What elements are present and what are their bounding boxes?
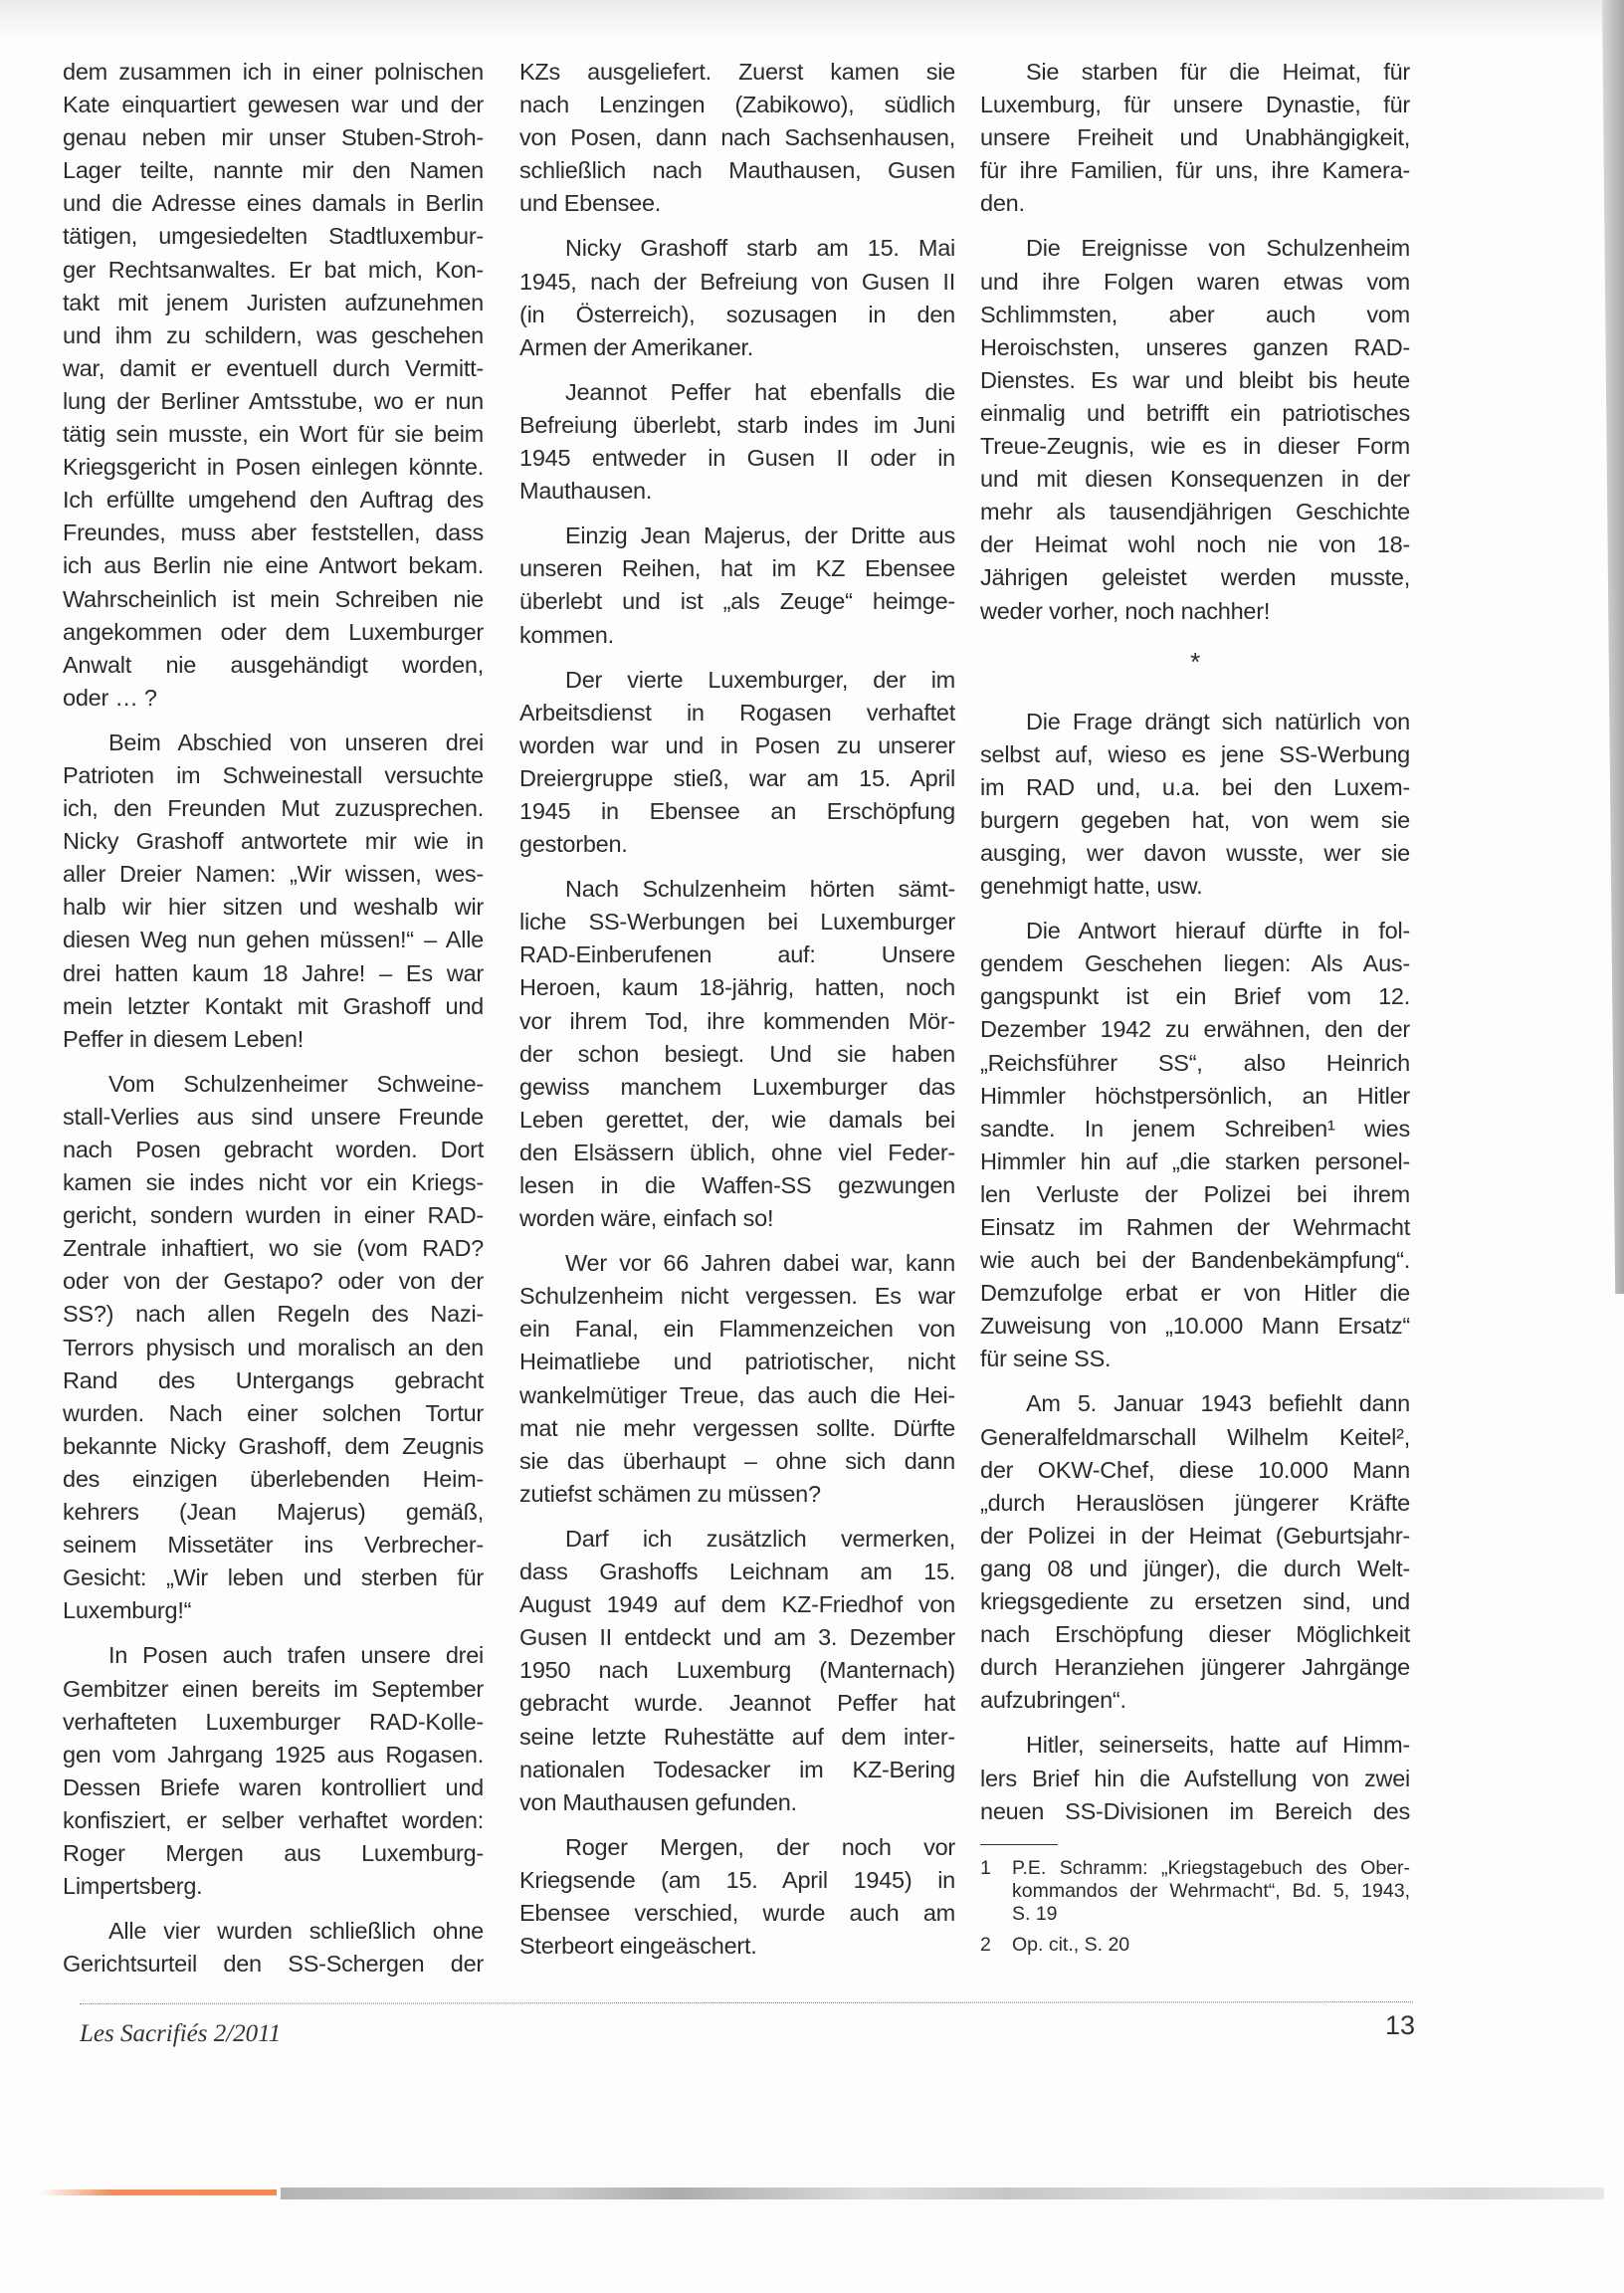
text-line: ger Rechtsanwaltes. Er bat mich, Kon- xyxy=(63,256,484,283)
text-line: ich, den Freunden Mut zuzusprechen. xyxy=(63,795,484,822)
footnote xyxy=(980,1857,1410,1926)
text-line: unsere Freiheit und Unabhängigkeit, xyxy=(980,124,1410,151)
text-line: Am 5. Januar 1943 befiehlt dann xyxy=(1026,1390,1410,1417)
text-line: wie auch bei der Bandenbekämpfung“. xyxy=(980,1247,1410,1274)
journal-title: Les Sacrifiés 2/2011 xyxy=(80,2020,282,2047)
text-column-3 xyxy=(980,56,1410,1840)
text-line: (in Österreich), sozusagen in den xyxy=(519,301,955,327)
text-line: Ebensee verschied, wurde auch am xyxy=(519,1899,955,1926)
page-number: 13 xyxy=(1384,2010,1415,2040)
text-line: konfisziert, er selber verhaftet worden: xyxy=(63,1806,484,1833)
text-line: Befreiung überlebt, starb indes im Juni xyxy=(519,411,955,438)
text-line: kriegsgediente zu ersetzen sind, und xyxy=(980,1588,1410,1615)
text-line: Ich erfüllte umgehend den Auftrag des xyxy=(63,487,484,514)
text-line: Mauthausen. xyxy=(519,478,653,505)
text-line: Beim Abschied von unseren drei xyxy=(108,729,484,755)
text-line: der schon besiegt. Und sie haben xyxy=(519,1040,955,1067)
text-line: den. xyxy=(980,190,1025,217)
text-line: der Polizei in der Heimat (Geburtsjahr- xyxy=(980,1522,1410,1549)
footnote-line: Op. cit., S. 20 xyxy=(1012,1934,1130,1956)
footnote-text xyxy=(1012,1934,1410,1957)
text-line: des einzigen überlebenden Heim- xyxy=(63,1465,484,1492)
text-line: kamen sie indes nicht vor ein Kriegs- xyxy=(63,1169,484,1196)
footnote-text xyxy=(1012,1857,1410,1926)
text-line: Lager teilte, nannte mir den Namen xyxy=(63,157,484,184)
text-line: halb wir hier sitzen und weshalb wir xyxy=(63,894,484,921)
text-line: Nach Schulzenheim hörten sämt- xyxy=(565,876,955,903)
paragraph xyxy=(519,1831,955,1963)
text-line: Schulzenheim nicht vergessen. Es war xyxy=(519,1283,955,1310)
text-line: lesen in die Waffen-SS gezwungen xyxy=(519,1172,955,1198)
text-line: gewiss manchem Luxemburger das xyxy=(519,1073,955,1100)
text-line: einmalig und betrifft ein patriotisches xyxy=(980,399,1410,426)
paragraph xyxy=(980,1729,1410,1827)
text-line: 1950 nach Luxemburg (Manternach) xyxy=(519,1657,955,1684)
text-line: sie das überhaupt – ohne sich dann xyxy=(519,1447,955,1474)
text-line: Dienstes. Es war und bleibt bis heute xyxy=(980,366,1410,393)
text-line: schließlich nach Mauthausen, Gusen xyxy=(519,157,955,184)
text-line: drei hatten kaum 18 Jahre! – Es war xyxy=(63,959,484,986)
paragraph xyxy=(519,664,955,862)
text-line: Demzufolge erbat er von Hitler die xyxy=(980,1280,1410,1307)
text-line: lung der Berliner Amtsstube, wo er nun xyxy=(63,387,484,414)
footnote-line: S. 19 xyxy=(1012,1903,1058,1925)
text-line: Gembitzer einen bereits im September xyxy=(63,1675,484,1702)
text-line: selbst auf, wieso es jene SS-Werbung xyxy=(980,740,1410,767)
text-line: kommen. xyxy=(519,621,614,648)
text-line: Heroen, kaum 18-jährig, hatten, noch xyxy=(519,974,955,1001)
text-line: KZs ausgeliefert. Zuerst kamen sie xyxy=(519,59,955,85)
scan-right-edge xyxy=(1602,0,1624,1294)
text-line: 1945 entweder in Gusen II oder in xyxy=(519,445,955,472)
text-line: Nicky Grashoff starb am 15. Mai xyxy=(565,235,955,262)
text-line: verhafteten Luxemburger RAD-Kolle- xyxy=(63,1708,484,1735)
text-line: Luxemburg, für unsere Dynastie, für xyxy=(980,92,1410,118)
text-line: Jeannot Peffer hat ebenfalls die xyxy=(565,378,955,405)
text-line: Peffer in diesem Leben! xyxy=(63,1025,304,1052)
text-line: dem zusammen ich in einer polnischen xyxy=(63,59,484,85)
text-line: Der vierte Luxemburger, der im xyxy=(565,666,955,693)
paragraph xyxy=(63,1068,484,1628)
text-line: und die Adresse eines damals in Berlin xyxy=(63,190,484,217)
paragraph xyxy=(980,1387,1410,1717)
text-line: angekommen oder dem Luxemburger xyxy=(63,618,484,645)
text-line: RAD-Einberufenen auf: Unsere xyxy=(519,941,955,968)
text-line: „Reichsführer SS“, also Heinrich xyxy=(980,1049,1410,1076)
section-separator-asterisk: * xyxy=(1190,646,1200,677)
text-line: SS?) nach allen Regeln des Nazi- xyxy=(63,1301,484,1328)
text-line: ein Fanal, ein Flammenzeichen von xyxy=(519,1316,955,1343)
text-line: kehrers (Jean Majerus) gemäß, xyxy=(63,1499,484,1526)
text-line: burgern gegeben hat, von wem sie xyxy=(980,806,1410,833)
text-line: Gusen II entdeckt und am 3. Dezember xyxy=(519,1624,955,1651)
text-line: und Ebensee. xyxy=(519,190,662,217)
paragraph xyxy=(980,232,1410,627)
paragraph xyxy=(519,1247,955,1511)
paragraph xyxy=(519,56,955,220)
text-line: seine letzte Ruhestätte auf dem inter- xyxy=(519,1723,955,1750)
text-line: mehr als tausendjährigen Geschichte xyxy=(980,499,1410,525)
text-line: neuen SS-Divisionen im Bereich des xyxy=(980,1797,1410,1824)
text-line: len Verluste der Polizei bei ihrem xyxy=(980,1180,1410,1207)
text-line: Die Antwort hierauf dürfte in fol- xyxy=(1026,918,1410,944)
text-line: liche SS-Werbungen bei Luxemburger xyxy=(519,909,955,936)
text-line: weder vorher, noch nachher! xyxy=(980,597,1271,624)
text-line: mat nie mehr vergessen sollte. Dürfte xyxy=(519,1414,955,1441)
text-line: gang 08 und jünger), die durch Welt- xyxy=(980,1555,1410,1581)
text-line: Einzig Jean Majerus, der Dritte aus xyxy=(565,522,955,549)
gray-accent-bar xyxy=(281,2188,1604,2199)
orange-accent-bar xyxy=(40,2189,277,2195)
text-line: Kriegsgericht in Posen einlegen könnte. xyxy=(63,454,484,481)
text-line: wurden. Nach einer solchen Tortur xyxy=(63,1399,484,1426)
text-line: Einsatz im Rahmen der Wehrmacht xyxy=(980,1214,1410,1240)
text-line: mein letzter Kontakt mit Grashoff und xyxy=(63,992,484,1019)
text-line: von Mauthausen gefunden. xyxy=(519,1788,797,1815)
text-line: Sie starben für die Heimat, für xyxy=(1026,59,1410,85)
text-line: Armen der Amerikaner. xyxy=(519,333,754,360)
text-line: oder … ? xyxy=(63,684,157,711)
text-line: gendem Geschehen liegen: Als Aus- xyxy=(980,950,1410,977)
text-line: Zuweisung von „10.000 Mann Ersatz“ xyxy=(980,1313,1410,1340)
text-line: überlebt und ist „als Zeuge“ heimge- xyxy=(519,588,955,615)
paragraph xyxy=(63,1639,484,1903)
text-line: Gesicht: „Wir leben und sterben für xyxy=(63,1564,484,1591)
footnote xyxy=(980,1934,1410,1957)
text-line: Nicky Grashoff antwortete mir wie in xyxy=(63,828,484,855)
text-line: zutiefst schämen zu müssen? xyxy=(519,1480,821,1507)
text-line: Schlimmsten, aber auch vom xyxy=(980,301,1410,327)
footnote-rule xyxy=(980,1844,1058,1845)
text-line: Hitler, seinerseits, hatte auf Himm- xyxy=(1026,1732,1410,1759)
text-line: Himmler höchstpersönlich, an Hitler xyxy=(980,1082,1410,1109)
text-line: nach Lenzingen (Zabikowo), südlich xyxy=(519,92,955,118)
text-line: nach Erschöpfung dieser Möglichkeit xyxy=(980,1621,1410,1648)
text-line: Dreiergruppe stieß, war am 15. April xyxy=(519,764,955,791)
footnote-number: 2 xyxy=(980,1934,991,1956)
text-line: Sterbeort eingeäschert. xyxy=(519,1933,757,1960)
footer-dotted-rule xyxy=(80,2001,1413,2004)
text-line: takt mit jenem Juristen aufzunehmen xyxy=(63,289,484,315)
paragraph xyxy=(63,56,484,715)
text-line: Dessen Briefe waren kontrolliert und xyxy=(63,1773,484,1800)
text-line: und ihre Folgen waren etwas vom xyxy=(980,268,1410,295)
text-line: worden wäre, einfach so! xyxy=(519,1205,774,1232)
text-line: sandte. In jenem Schreiben¹ wies xyxy=(980,1115,1410,1142)
text-line: August 1949 auf dem KZ-Friedhof von xyxy=(519,1591,955,1618)
paragraph xyxy=(980,56,1410,220)
paragraph xyxy=(980,706,1410,904)
text-line: Dezember 1942 zu erwähnen, den der xyxy=(980,1016,1410,1043)
text-line: 1945 in Ebensee an Erschöpfung xyxy=(519,797,955,824)
text-line: unseren Reihen, hat im KZ Ebensee xyxy=(519,555,955,582)
text-line: Roger Mergen, der noch vor xyxy=(565,1833,955,1860)
text-line: der OKW-Chef, diese 10.000 Mann xyxy=(980,1456,1410,1483)
paragraph xyxy=(519,520,955,651)
text-line: aller Dreier Namen: „Wir wissen, wes- xyxy=(63,861,484,888)
text-line: Zentrale inhaftiert, wo sie (vom RAD? xyxy=(63,1235,484,1262)
text-line: Die Ereignisse von Schulzenheim xyxy=(1026,235,1410,262)
text-line: im RAD und, u.a. bei den Luxem- xyxy=(980,773,1410,800)
text-line: gestorben. xyxy=(519,831,628,858)
text-line: für ihre Familien, für uns, ihre Kamera- xyxy=(980,157,1410,184)
text-line: Generalfeldmarschall Wilhelm Keitel², xyxy=(980,1423,1410,1450)
text-line: Himmler hin auf „die starken personel- xyxy=(980,1147,1410,1174)
text-line: bekannte Nicky Grashoff, dem Zeugnis xyxy=(63,1432,484,1459)
text-line: In Posen auch trafen unsere drei xyxy=(108,1642,484,1669)
text-line: für seine SS. xyxy=(980,1346,1112,1372)
text-line: Wahrscheinlich ist mein Schreiben nie xyxy=(63,585,484,612)
text-line: Roger Mergen aus Luxemburg- xyxy=(63,1839,484,1866)
text-line: Terrors physisch und moralisch an den xyxy=(63,1334,484,1360)
text-line: genehmigt hatte, usw. xyxy=(980,873,1203,900)
text-line: der Heimat wohl noch nie von 18- xyxy=(980,531,1410,558)
text-line: stall-Verlies aus sind unsere Freunde xyxy=(63,1103,484,1130)
text-line: und ihm zu schildern, was geschehen xyxy=(63,321,484,348)
paragraph xyxy=(980,915,1410,1375)
text-line: gangspunkt ist ein Brief vom 12. xyxy=(980,983,1410,1010)
text-line: Limpertsberg. xyxy=(63,1873,203,1900)
text-line: tätig sein musste, ein Wort für sie beim xyxy=(63,421,484,448)
text-line: 1945, nach der Befreiung von Gusen II xyxy=(519,268,955,295)
text-line: nach Posen gebracht worden. Dort xyxy=(63,1137,484,1162)
text-line: von Posen, dann nach Sachsenhausen, xyxy=(519,124,955,151)
text-line: den Elsässern üblich, ohne viel Feder- xyxy=(519,1139,955,1165)
footnote-line: kommandos der Wehrmacht“, Bd. 5, 1943, xyxy=(1012,1880,1410,1902)
text-line: Die Frage drängt sich natürlich von xyxy=(1026,708,1410,734)
paragraph xyxy=(519,232,955,363)
decorative-bottom-bar xyxy=(0,2188,1624,2201)
text-line: aufzubringen“. xyxy=(980,1687,1126,1714)
footnotes xyxy=(980,1857,1410,1965)
text-line: Kriegsende (am 15. April 1945) in xyxy=(519,1866,955,1893)
text-line: Anwalt nie ausgehändigt worden, xyxy=(63,651,484,678)
text-line: Freundes, muss aber feststellen, dass xyxy=(63,520,484,546)
text-line: Gerichtsurteil den SS-Schergen der xyxy=(63,1951,484,1978)
text-line: seinem Missetäter ins Verbrecher- xyxy=(63,1532,484,1559)
text-line: gericht, sondern wurden in einer RAD- xyxy=(63,1202,484,1229)
paragraph xyxy=(63,1915,484,1980)
paragraph xyxy=(519,376,955,508)
text-line: Heroischsten, unseres ganzen RAD- xyxy=(980,333,1410,360)
paragraph xyxy=(63,727,484,1056)
text-line: vor ihrem Tod, ihre kommenden Mör- xyxy=(519,1007,955,1034)
footnote-number: 1 xyxy=(980,1857,991,1879)
text-line: Patrioten im Schweinestall versuchte xyxy=(63,761,484,788)
text-line: durch Heranziehen jüngerer Jahrgänge xyxy=(980,1654,1410,1681)
text-line: Kate einquartiert gewesen war und der xyxy=(63,92,484,118)
text-line: ich aus Berlin nie eine Antwort bekam. xyxy=(63,552,484,579)
text-line: lers Brief hin die Aufstellung von zwei xyxy=(980,1765,1410,1791)
text-line: Darf ich zusätzlich vermerken, xyxy=(565,1525,955,1552)
text-line: Wer vor 66 Jahren dabei war, kann xyxy=(565,1250,955,1277)
text-line: war, damit er eventuell durch Vermitt- xyxy=(63,354,484,381)
text-line: Treue-Zeugnis, wie es in dieser Form xyxy=(980,433,1410,460)
text-line: Jährigen geleistet werden musste, xyxy=(980,564,1410,591)
paragraph xyxy=(519,1523,955,1819)
text-line: Luxemburg!“ xyxy=(63,1597,192,1624)
text-line: tätigen, umgesiedelten Stadtluxembur- xyxy=(63,223,484,250)
text-column-2 xyxy=(519,56,955,1975)
footnote-line: P.E. Schramm: „Kriegstagebuch des Ober- xyxy=(1012,1857,1410,1879)
text-line: ausging, wer davon wusste, wer sie xyxy=(980,839,1410,866)
text-line: Vom Schulzenheimer Schweine- xyxy=(108,1070,484,1097)
text-line: Rand des Untergangs gebracht xyxy=(63,1366,484,1393)
text-line: worden war und in Posen zu unserer xyxy=(519,731,955,758)
text-line: nationalen Todesacker im KZ-Bering xyxy=(519,1756,955,1782)
text-line: dass Grashoffs Leichnam am 15. xyxy=(519,1559,955,1585)
scan-top-shadow xyxy=(0,0,1624,40)
text-line: „durch Herauslösen jüngerer Kräfte xyxy=(980,1489,1410,1516)
text-line: gen vom Jahrgang 1925 aus Rogasen. xyxy=(63,1741,484,1768)
text-line: oder von der Gestapo? oder von der xyxy=(63,1268,484,1295)
text-line: diesen Weg nun gehen müssen!“ – Alle xyxy=(63,927,484,953)
text-line: Arbeitsdienst in Rogasen verhaftet xyxy=(519,699,955,726)
text-line: Leben gerettet, der, wie damals bei xyxy=(519,1106,955,1133)
text-line: Alle vier wurden schließlich ohne xyxy=(108,1918,484,1945)
text-line: gebracht wurde. Jeannot Peffer hat xyxy=(519,1690,955,1717)
text-line: Heimatliebe und patriotischer, nicht xyxy=(519,1349,955,1375)
text-line: wankelmütiger Treue, das auch die Hei- xyxy=(519,1381,955,1408)
text-column-1 xyxy=(63,56,484,1992)
text-line: und mit diesen Konsequenzen in der xyxy=(980,466,1410,493)
text-line: genau neben mir unser Stuben-Stroh- xyxy=(63,124,484,151)
paragraph xyxy=(519,873,955,1235)
